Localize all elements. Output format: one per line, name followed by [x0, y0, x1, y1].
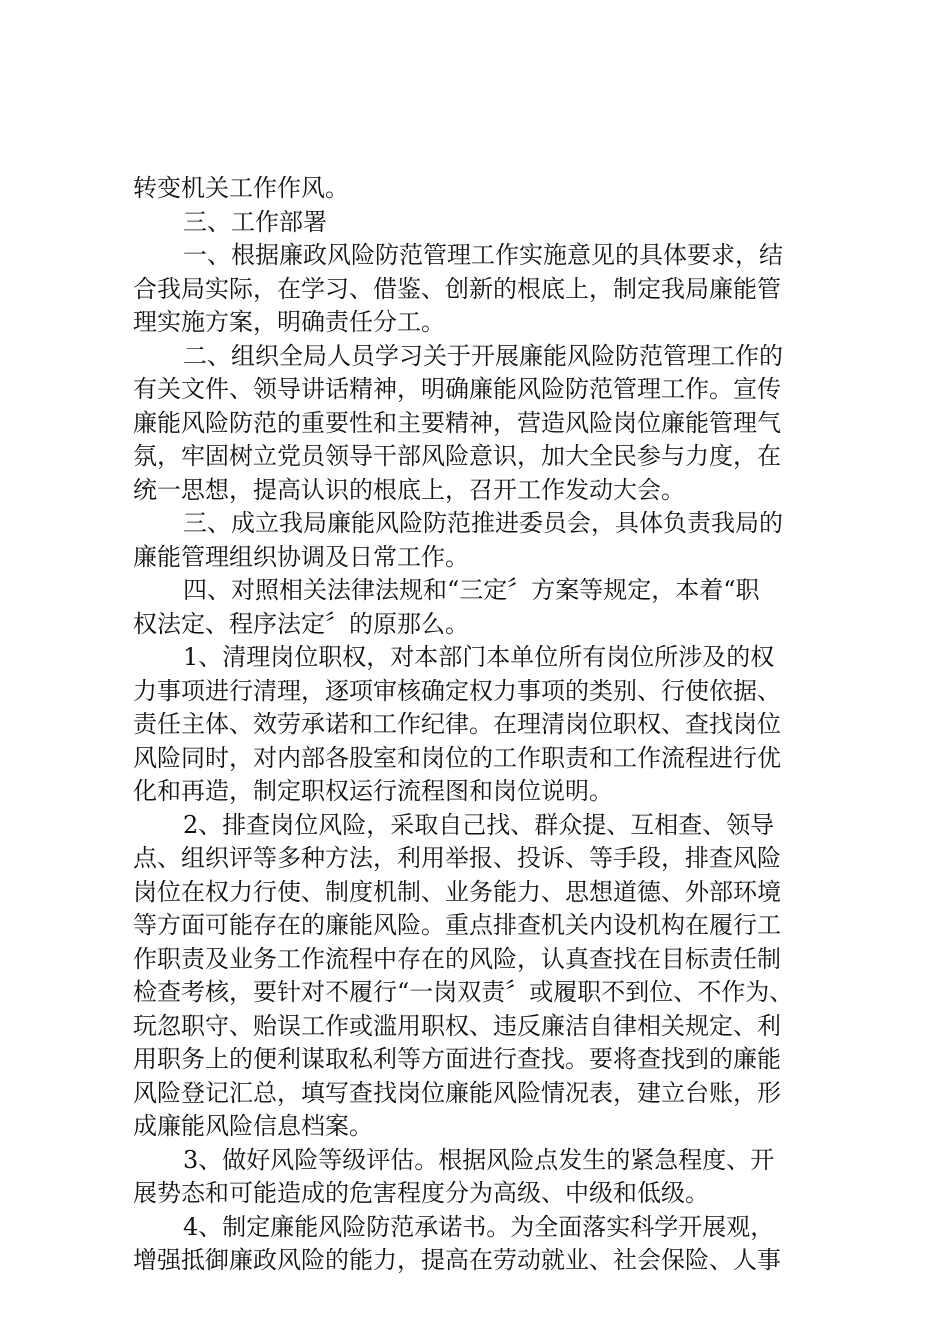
text-line: 玩忽职守、贻误工作或滥用职权、违反廉洁自律相关规定、利 — [133, 1011, 781, 1040]
text-line: 化和再造，制定职权运行流程图和岗位说明。 — [133, 777, 613, 805]
text-line: 展势态和可能造成的危害程度分为高级、中级和低级。 — [133, 1179, 709, 1207]
text-line: 统一思想，提高认识的根底上，召开工作发动大会。 — [133, 475, 685, 504]
text-line: 氛，牢固树立党员领导干部风险意识，加大全民参与力度，在 — [133, 442, 781, 470]
text-line: 权法定、程序法定〞的原那么。 — [133, 609, 469, 638]
text-line: 廉能风险防范的重要性和主要精神，营造风险岗位廉能管理气 — [133, 408, 781, 437]
text-line: 力事项进行清理，逐项审核确定权力事项的类别、行使依据、 — [133, 676, 781, 705]
text-line: 四、对照相关法律法规和“三定〞方案等规定，本着“职 — [183, 576, 760, 604]
text-line: 1、清理岗位职权，对本部门本单位所有岗位所涉及的权 — [183, 643, 775, 671]
text-line: 风险同时，对内部各股室和岗位的工作职责和工作流程进行优 — [133, 743, 781, 772]
text-line: 风险登记汇总，填写查找岗位廉能风险情况表，建立台账，形 — [133, 1078, 781, 1107]
text-line: 廉能管理组织协调及日常工作。 — [133, 542, 469, 571]
text-line: 检查考核，要针对不履行“一岗双责〞或履职不到位、不作为、 — [133, 978, 794, 1006]
text-line: 有关文件、领导讲话精神，明确廉能风险防范管理工作。宣传 — [133, 375, 781, 403]
text-line: 转变机关工作作风。 — [133, 174, 349, 202]
text-line: 2、排查岗位风险，采取自己找、群众提、互相查、领导 — [183, 810, 775, 839]
text-line: 3、做好风险等级评估。根据风险点发生的紧急程度、开 — [183, 1145, 775, 1174]
text-line: 三、成立我局廉能风险防范推进委员会，具体负责我局的 — [183, 509, 783, 537]
text-line: 合我局实际，在学习、借鉴、创新的根底上，制定我局廉能管 — [133, 274, 781, 303]
text-line: 岗位在权力行使、制度机制、业务能力、思想道德、外部环境 — [133, 877, 781, 906]
text-line: 作职责及业务工作流程中存在的风险，认真查找在目标责任制 — [133, 944, 781, 973]
text-line: 增强抵御廉政风险的能力，提高在劳动就业、社会保险、人事 — [133, 1246, 781, 1274]
text-line: 一、根据廉政风险防范管理工作实施意见的具体要求，结 — [183, 241, 783, 269]
text-line: 理实施方案，明确责任分工。 — [133, 308, 445, 336]
text-line: 等方面可能存在的廉能风险。重点排查机关内设机构在履行工 — [133, 911, 781, 939]
document-body — [133, 172, 828, 1278]
text-line: 三、工作部署 — [183, 207, 327, 236]
text-line: 二、组织全局人员学习关于开展廉能风险防范管理工作的 — [183, 341, 783, 370]
text-line: 责任主体、效劳承诺和工作纪律。在理清岗位职权、查找岗位 — [133, 710, 781, 738]
text-line: 用职务上的便利谋取私利等方面进行查找。要将查找到的廉能 — [133, 1045, 781, 1073]
text-line: 4、制定廉能风险防范承诺书。为全面落实科学开展观， — [183, 1212, 775, 1241]
text-line: 成廉能风险信息档案。 — [133, 1112, 373, 1140]
text-line: 点、组织评等多种方法，利用举报、投诉、等手段，排查风险 — [133, 844, 781, 872]
